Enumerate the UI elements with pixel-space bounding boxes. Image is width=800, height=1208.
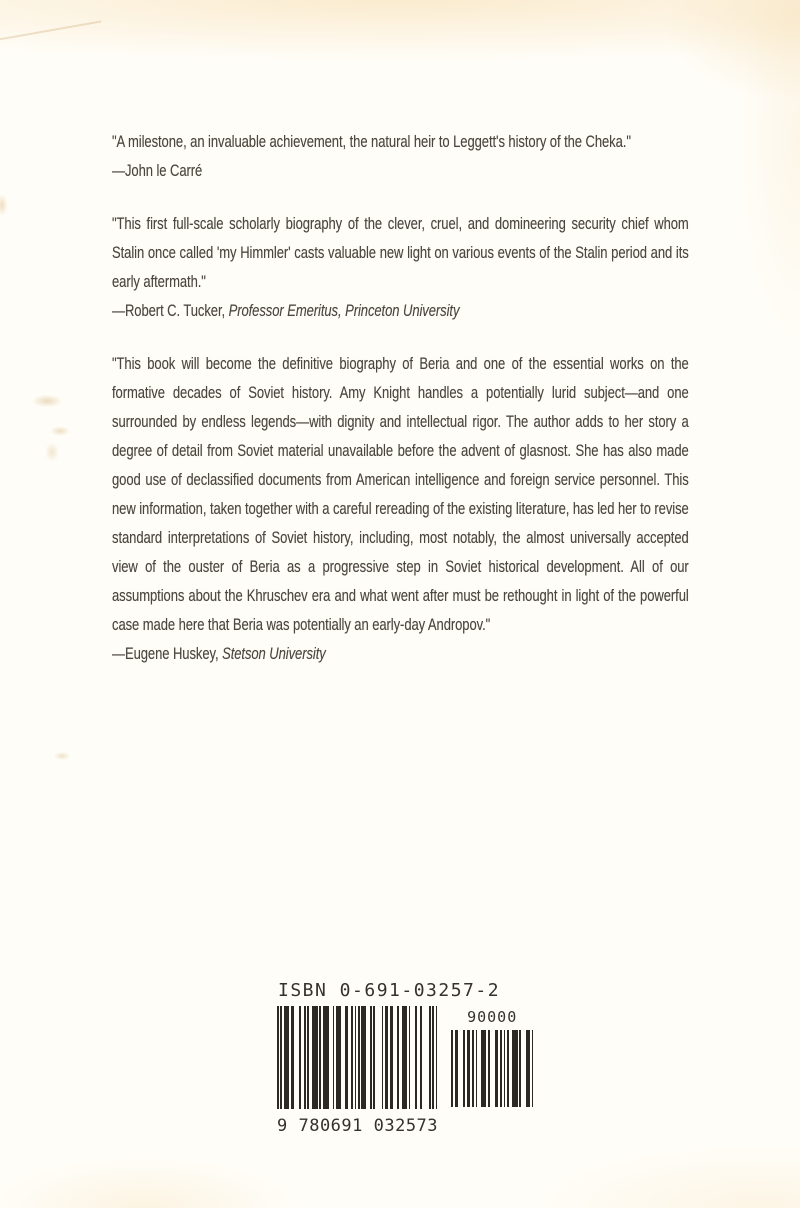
attribution-name: —Eugene Huskey, <box>112 645 223 663</box>
quote-text: "A milestone, an invaluable achievement, the natural heir to Leggett's history of the Cheka." <box>112 133 631 151</box>
quote-block-lecarre <box>112 128 689 186</box>
attribution-affiliation: Stetson University <box>222 645 326 663</box>
quote-text: "This first full-scale scholarly biography of the clever, cruel, and domineering security chief whom Stalin once called 'my Himmler' casts valuable new light on various events of the Stalin period and its early aftermath." <box>112 215 689 291</box>
isbn-label: ISBN 0-691-03257-2 <box>278 980 501 1001</box>
quote-block-tucker <box>112 210 689 326</box>
barcode-area <box>277 980 547 1136</box>
bar-module <box>436 1006 438 1109</box>
ean13-digits: 9 780691 032573 <box>277 1116 439 1136</box>
ean5-value-label: 90000 <box>467 1008 518 1026</box>
ean13-column <box>277 1006 438 1136</box>
blurb-column <box>112 128 689 693</box>
quote-attribution <box>112 157 689 186</box>
attribution-affiliation: Professor Emeritus, Princeton University <box>228 302 460 320</box>
quote-text: "This book will become the definitive biography of Beria and one of the essential works on the formative decades of Soviet history. Amy Knight handles a potentially lurid subject—and one surrounded by endless legends—with dignity and intellectual rigor. The author adds to her story a degree of detail from Soviet material unavailable before the advent of glasnost. She has also made good use of declassified documents from American intelligence and foreign service personnel. This new information, taken together with a careful rereading of the existing literature, has led her to revise standard interpretations of Soviet history, including, most notably, the almost universally accepted view of the ouster of Beria as a progressive step in Soviet historical development. All of our assumptions about the Khruschev era and what went after must be rethought in light of the powerful case made here that Beria was potentially an early-day Andropov." <box>112 355 689 634</box>
attribution-name: —Robert C. Tucker, <box>112 302 229 320</box>
ean5-supplement-barcode <box>451 1030 533 1107</box>
ean5-column <box>451 1009 533 1107</box>
barcode-row <box>277 1006 547 1136</box>
quote-attribution <box>112 297 689 326</box>
quote-attribution <box>112 640 689 669</box>
attribution-name: —John le Carré <box>112 162 203 180</box>
bar-module <box>532 1030 534 1107</box>
quote-block-huskey <box>112 350 689 669</box>
ean13-barcode <box>277 1006 438 1109</box>
